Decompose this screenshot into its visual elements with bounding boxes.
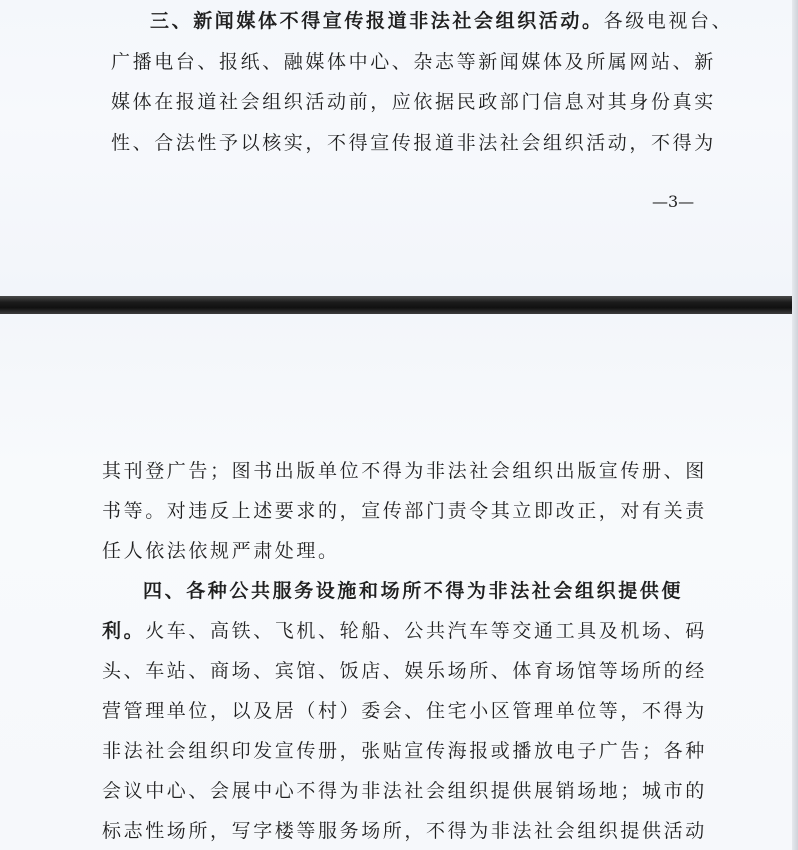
page-number: —3— [652, 192, 695, 211]
paragraph-line: 头、车站、商场、宾馆、饭店、娱乐场所、体育场馆等场所的经 [102, 660, 707, 682]
scan-edge [792, 0, 798, 850]
paragraph-line: 其刊登广告；图书出版单位不得为非法社会组织出版宣传册、图 [102, 460, 707, 482]
paragraph-text: 火车、高铁、飞机、轮船、公共汽车等交通工具及机场、码 [145, 620, 707, 642]
section-heading-four-end: 利。 [102, 620, 146, 642]
paragraph-line: 会议中心、会展中心不得为非法社会组织提供展销场地；城市的 [102, 780, 707, 802]
paragraph-line: 书等。对违反上述要求的，宣传部门责令其立即改正，对有关责 [102, 500, 707, 522]
paragraph-line: 标志性场所，写字楼等服务场所，不得为非法社会组织提供活动 [102, 820, 707, 842]
paragraph-line [150, 10, 733, 32]
document-page-bottom [0, 314, 798, 850]
paragraph-text: 各级电视台、 [603, 10, 734, 32]
section-heading-three: 三、新闻媒体不得宣传报道非法社会组织活动。 [150, 10, 604, 32]
paragraph-line: 广播电台、报纸、融媒体中心、杂志等新闻媒体及所属网站、新 [111, 51, 716, 73]
paragraph-line: 性、合法性予以核实，不得宣传报道非法社会组织活动，不得为 [111, 132, 716, 154]
paragraph-line [102, 620, 707, 642]
document-page-top [0, 0, 798, 296]
section-heading-four: 四、各种公共服务设施和场所不得为非法社会组织提供便 [143, 580, 684, 602]
paragraph-line: 营管理单位，以及居（村）委会、住宅小区管理单位等，不得为 [102, 700, 707, 722]
paragraph-line: 媒体在报道社会组织活动前，应依据民政部门信息对其身份真实 [111, 91, 716, 113]
paragraph-line: 任人依法依规严肃处理。 [102, 540, 340, 562]
page-separator [0, 296, 798, 314]
paragraph-line: 非法社会组织印发宣传册，张贴宣传海报或播放电子广告；各种 [102, 740, 707, 762]
